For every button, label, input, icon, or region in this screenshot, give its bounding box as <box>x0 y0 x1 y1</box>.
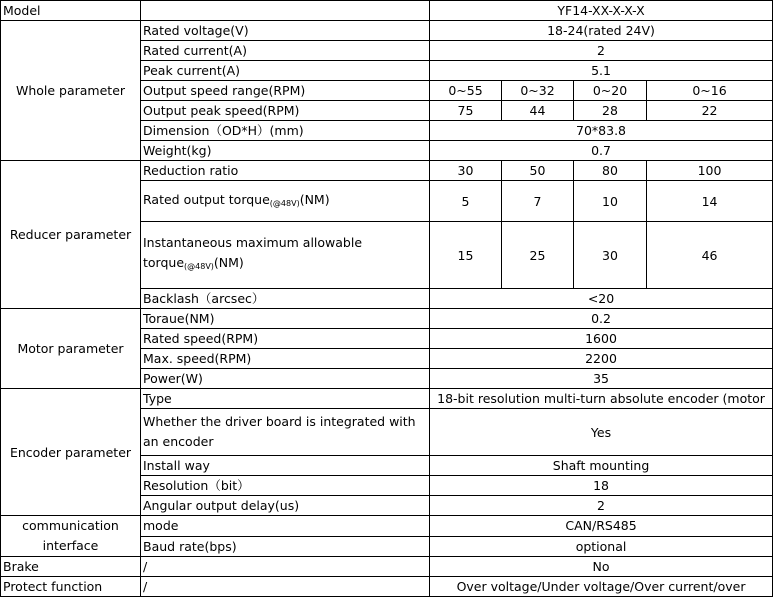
encoder-type-value: 18-bit resolution multi-turn absolute encoder (motor <box>430 389 773 409</box>
rated-torque-label-sub: (@48V) <box>269 198 300 208</box>
output-delay-value: 2 <box>430 496 773 516</box>
ratio-value: 30 <box>430 161 502 181</box>
brake-label: Brake <box>1 557 141 577</box>
max-torque-label-text: Instantaneous maximum allowable torque <box>143 235 363 270</box>
motor-torque-label: Toraue(NM) <box>141 309 430 329</box>
row-encoder-type <box>1 389 773 409</box>
brake-param: / <box>141 557 430 577</box>
ratio-label: Reduction ratio <box>141 161 430 181</box>
max-torque-label-sub: (@48V) <box>184 262 214 271</box>
brake-value: No <box>430 557 773 577</box>
speed-range-label: Output speed range(RPM) <box>141 81 430 101</box>
row-brake <box>1 557 773 577</box>
power-value: 35 <box>430 369 773 389</box>
peak-speed-value: 22 <box>647 101 773 121</box>
row-protect <box>1 577 773 597</box>
peak-speed-value: 75 <box>430 101 502 121</box>
row-rated-voltage <box>1 21 773 41</box>
max-speed-label: Max. speed(RPM) <box>141 349 430 369</box>
rated-torque-value: 14 <box>647 181 773 222</box>
peak-speed-label: Output peak speed(RPM) <box>141 101 430 121</box>
rated-torque-value: 5 <box>430 181 502 222</box>
row-model <box>1 1 773 21</box>
backlash-label: Backlash（arcsec） <box>141 289 430 309</box>
rated-torque-label <box>141 181 430 222</box>
peak-current-value: 5.1 <box>430 61 773 81</box>
ratio-value: 50 <box>502 161 574 181</box>
max-torque-label-unit: (NM) <box>213 255 244 270</box>
baud-rate-label: Baud rate(bps) <box>141 536 430 557</box>
weight-label: Weight(kg) <box>141 141 430 161</box>
model-label: Model <box>1 1 141 21</box>
comm-mode-value: CAN/RS485 <box>430 516 773 537</box>
max-torque-value: 30 <box>574 222 647 289</box>
model-value: YF14-XX-X-X-X <box>430 1 773 21</box>
ratio-value: 80 <box>574 161 647 181</box>
model-param-empty <box>141 1 430 21</box>
encoder-integrated-label: Whether the driver board is integrated with an encoder <box>141 409 430 456</box>
peak-speed-value: 44 <box>502 101 574 121</box>
comm-mode-label: mode <box>141 516 430 537</box>
speed-range-value: 0~32 <box>502 81 574 101</box>
encoder-integrated-value: Yes <box>430 409 773 456</box>
rated-speed-label: Rated speed(RPM) <box>141 329 430 349</box>
protect-value: Over voltage/Under voltage/Over current/over <box>430 577 773 597</box>
install-way-label: Install way <box>141 456 430 476</box>
baud-rate-value: optional <box>430 536 773 557</box>
group-motor: Motor parameter <box>1 309 141 389</box>
max-torque-label <box>141 222 430 289</box>
group-encoder: Encoder parameter <box>1 389 141 516</box>
speed-range-value: 0~16 <box>647 81 773 101</box>
rated-speed-value: 1600 <box>430 329 773 349</box>
max-torque-value: 15 <box>430 222 502 289</box>
encoder-type-label: Type <box>141 389 430 409</box>
row-comm-mode <box>1 516 773 537</box>
output-delay-label: Angular output delay(us) <box>141 496 430 516</box>
backlash-value: <20 <box>430 289 773 309</box>
group-communication: communication interface <box>1 516 141 557</box>
protect-param: / <box>141 577 430 597</box>
dimension-label: Dimension（OD*H）(mm) <box>141 121 430 141</box>
row-motor-torque <box>1 309 773 329</box>
motor-torque-value: 0.2 <box>430 309 773 329</box>
dimension-value: 70*83.8 <box>430 121 773 141</box>
max-speed-value: 2200 <box>430 349 773 369</box>
rated-voltage-value: 18-24(rated 24V) <box>430 21 773 41</box>
rated-torque-label-text: Rated output torque <box>143 191 270 207</box>
rated-torque-label-unit: (NM) <box>299 191 330 207</box>
weight-value: 0.7 <box>430 141 773 161</box>
protect-label: Protect function <box>1 577 141 597</box>
power-label: Power(W) <box>141 369 430 389</box>
max-torque-value: 25 <box>502 222 574 289</box>
group-reducer: Reducer parameter <box>1 161 141 309</box>
peak-current-label: Peak current(A) <box>141 61 430 81</box>
rated-current-value: 2 <box>430 41 773 61</box>
rated-current-label: Rated current(A) <box>141 41 430 61</box>
speed-range-value: 0~20 <box>574 81 647 101</box>
resolution-value: 18 <box>430 476 773 496</box>
ratio-value: 100 <box>647 161 773 181</box>
speed-range-value: 0~55 <box>430 81 502 101</box>
group-whole: Whole parameter <box>1 21 141 161</box>
max-torque-value: 46 <box>647 222 773 289</box>
install-way-value: Shaft mounting <box>430 456 773 476</box>
resolution-label: Resolution（bit） <box>141 476 430 496</box>
row-reduction-ratio <box>1 161 773 181</box>
rated-torque-value: 10 <box>574 181 647 222</box>
rated-voltage-label: Rated voltage(V) <box>141 21 430 41</box>
peak-speed-value: 28 <box>574 101 647 121</box>
rated-torque-value: 7 <box>502 181 574 222</box>
